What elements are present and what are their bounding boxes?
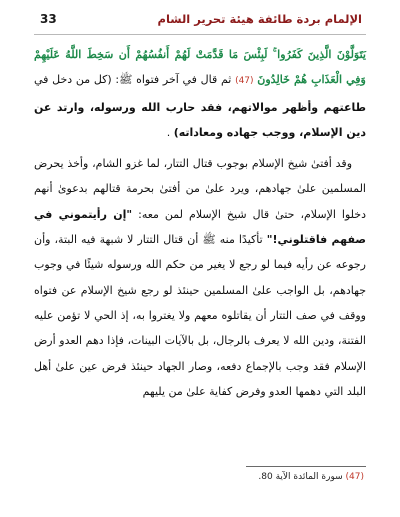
footnote (44, 472, 364, 482)
footnote-number: (47) (345, 472, 364, 482)
page-number: 33 (40, 12, 57, 26)
footnote-text: سورة المائدة الآية 80. (258, 472, 346, 482)
running-title: الإلمام بردة طائفة هيئة تحرير الشام (157, 12, 362, 26)
bold-quote: "إن رأيتموني في صفهم فاقتلوني!" (34, 207, 366, 247)
quran-verse: يَتَوَلَّوْنَ الَّذِينَ كَفَرُوا ۚ لَبِئْسَ مَا قَدَّمَتْ لَهُمْ أَنفُسُهُمْ أَن سَخِطَ اللَّهُ عَلَيْهِمْ وَفِي الْعَذَابِ هُمْ خَالِدُونَ (34, 48, 366, 87)
paragraph-text: تأكيدًا منه ﷺ أن قتال التتار لا شبهة فيه البتة، وأن رجوعه عن رأيه فيما لو رجع لا يغير من حكم الله ورسوله شيئًا في وجوب جهادهم، بل الواجب علىٰ المسلمين حينئذ لو رجع شيخ الإسلام عن فتواه ووقف في صف التتار أن يقاتلوه معهم ولا يغتروا به، إذ الحي لا تؤمن عليه الفتنة، ودين الله لا يعرف بالرجال، بل بالآيات البينات، فإذا دهم العدو أرض الإسلام فقد وجب بالإجماع دفعه، وصار الجهاد حينئذ فرض عين علىٰ أهل البلد التي دهمها العدو وفرض كفاية علىٰ من يليهم (34, 233, 366, 398)
paragraph-text: . (166, 125, 171, 139)
footnote-rule (246, 466, 366, 467)
footnote-ref: (47) (235, 76, 254, 87)
bold-quote: طاعتهم وأظهر موالاتهم، فقد حارب الله ورسوله، وارتد عن دين الإسلام، ووجب جهاده ومعاداته) (34, 100, 366, 139)
header-rule (34, 34, 366, 35)
paragraph-2 (34, 151, 366, 404)
paragraph-text: ثم قال في آخر فتواه ﷺ: (كل من دخل في (34, 73, 232, 87)
paragraph-text: وقد أفتىٰ شيخ الإسلام بوجوب قتال التتار، لما غزو الشام، وأخذ يحرض المسلمين علىٰ جهادهم، ويرد علىٰ من أفتىٰ بحرمة قتالهم بدعوىٰ أنهم دخلوا الإسلام، حتىٰ قال شيخ الإسلام لمن معه: (34, 157, 366, 221)
paragraph-1 (34, 42, 366, 145)
page-body (34, 42, 366, 404)
